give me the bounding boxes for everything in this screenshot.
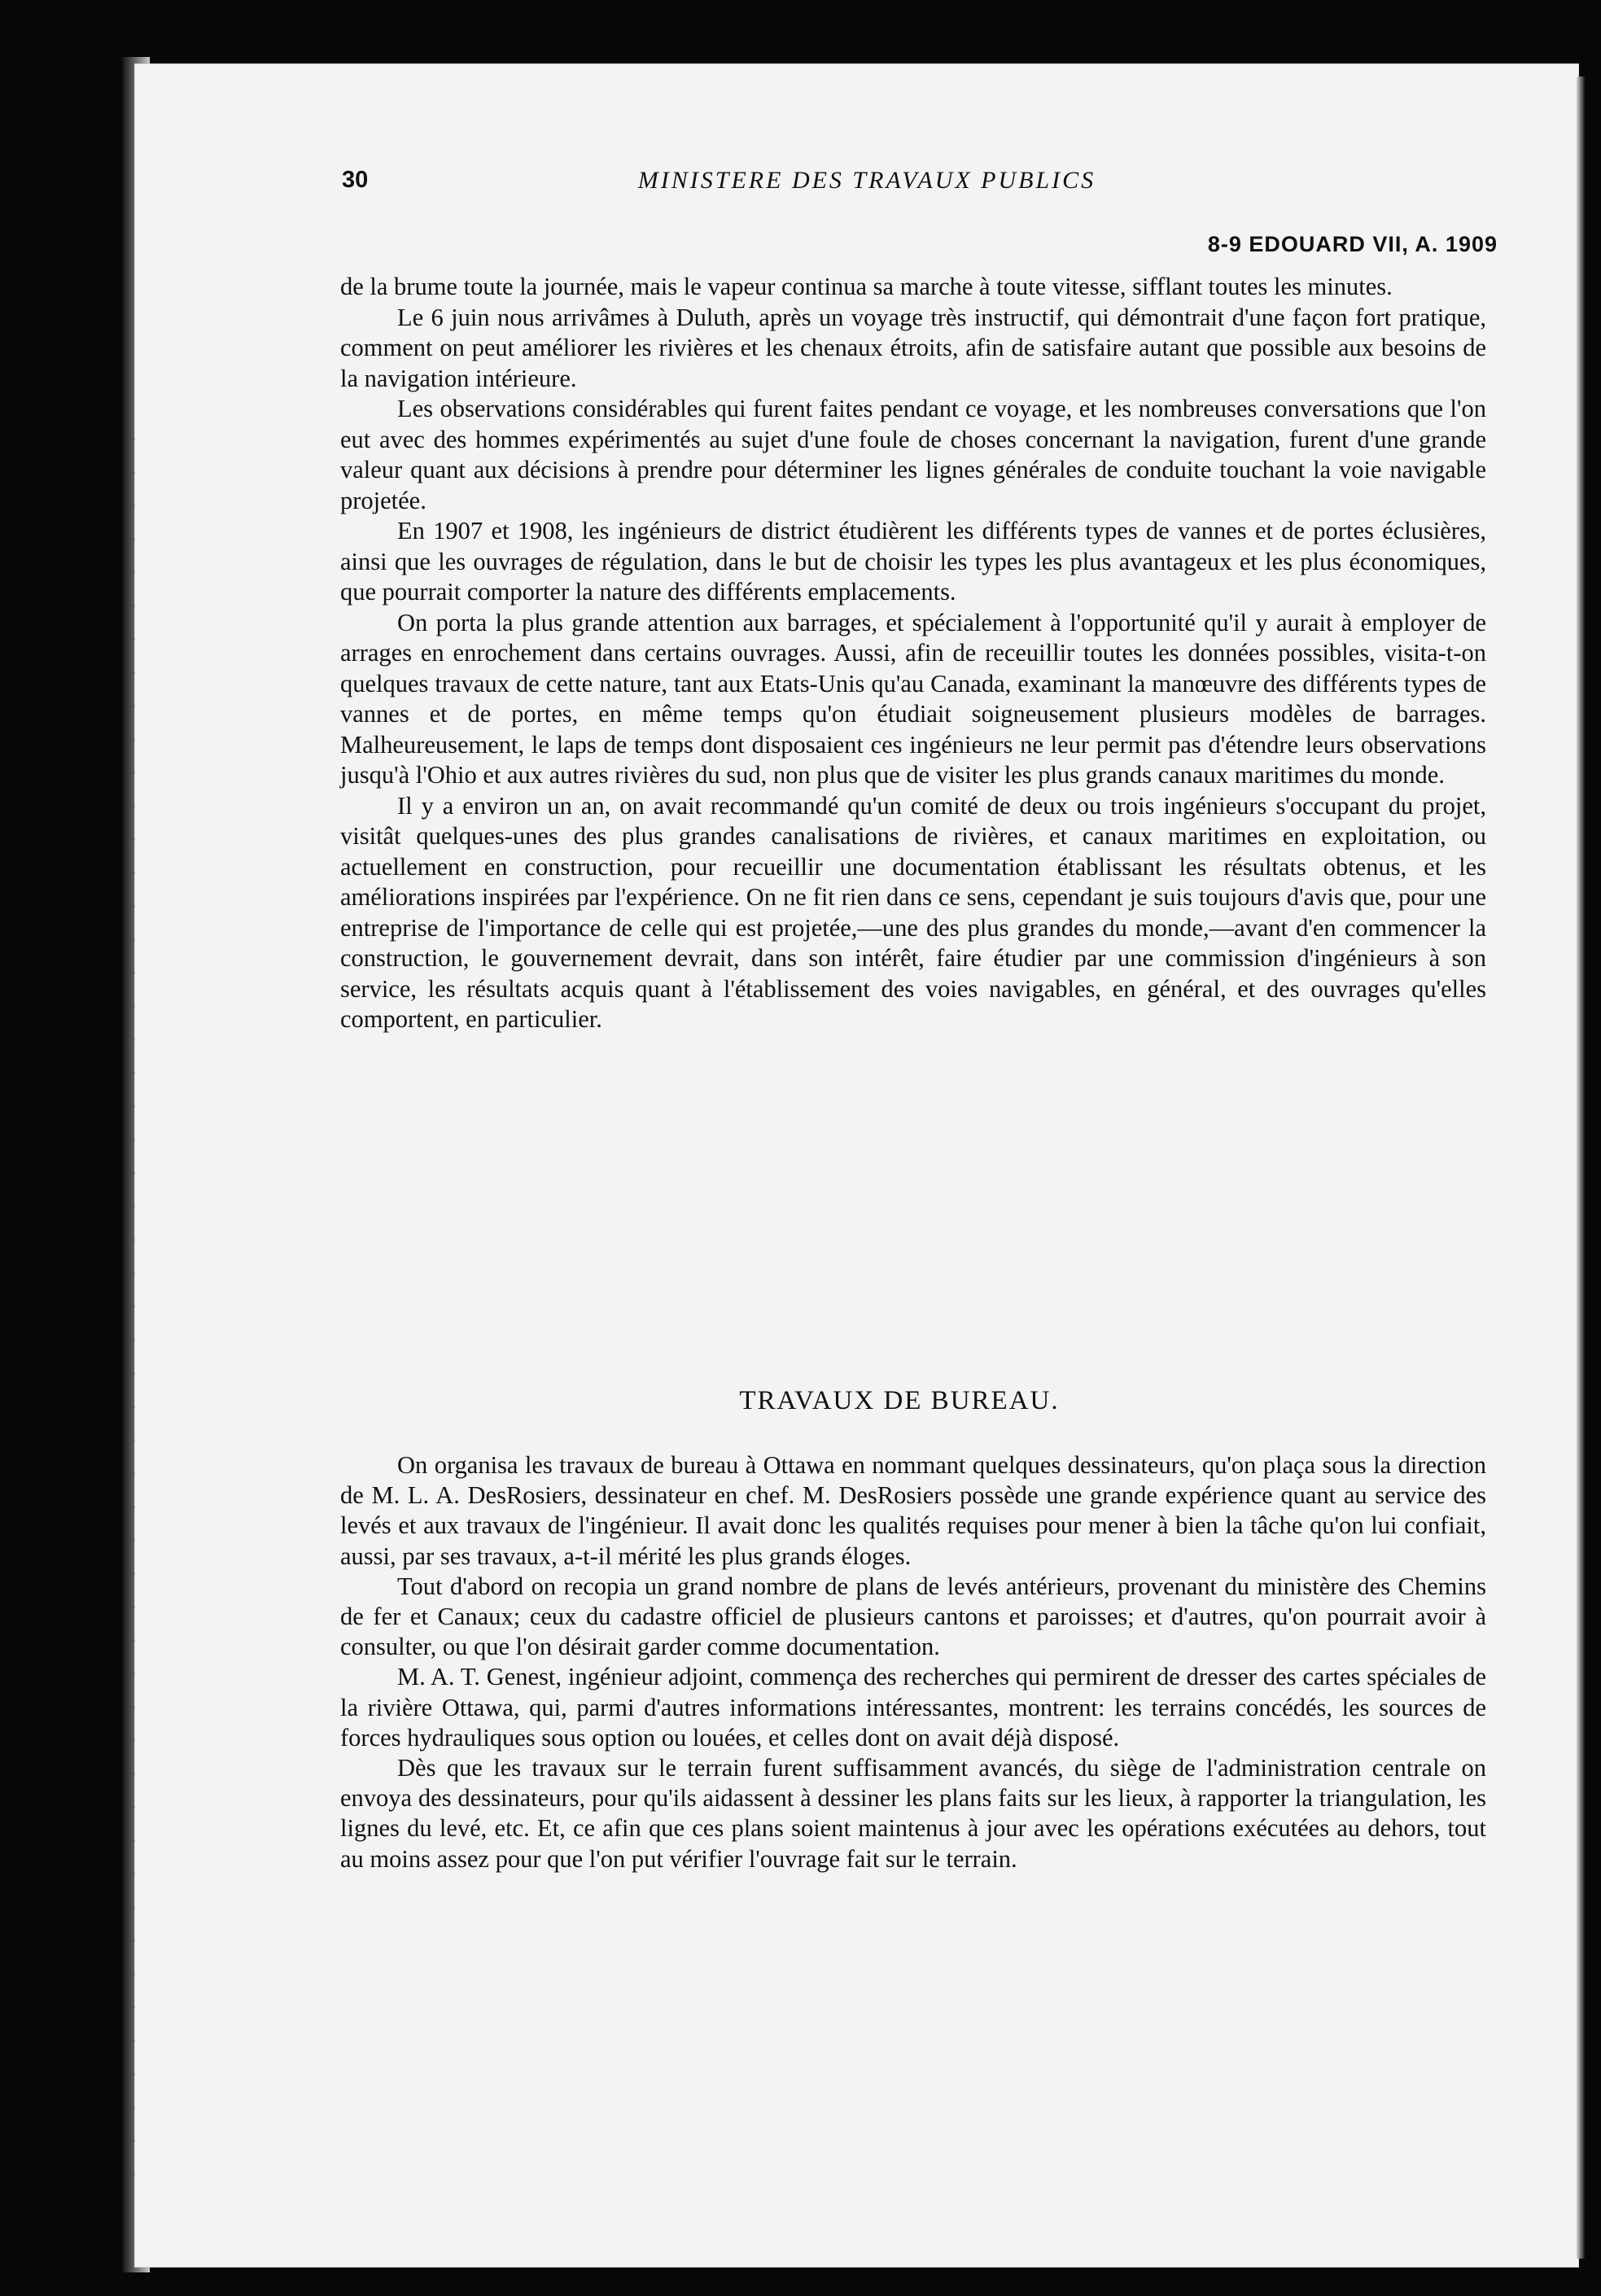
page-number: 30 xyxy=(342,167,369,193)
body-paragraph-5: On porta la plus grande attention aux barrages, et spécialement à l'opportunité qu'il y aurait à employer de arrages en enrochement dans certains ouvrages. Aussi, afin de receuillir toutes les données possibles, visita-t-on quelques travaux de cette nature, tant aux Etats-Unis qu'au Canada, examinant la manœuvre des différents types de vannes et de portes, en même temps qu'on étudiait soigneusement plusieurs modèles de barrages. Malheureusement, le laps de temps dont disposaient ces ingénieurs ne leur permit pas d'étendre leurs observations jusqu'à l'Ohio et aux autres rivières du sud, non plus que de visiter les plus grands canaux maritimes du monde. xyxy=(340,608,1486,789)
body-paragraph-4: En 1907 et 1908, les ingénieurs de district étudièrent les différents types de vannes et de portes éclusières, ainsi que les ouvrages de régulation, dans le but de choisir les types les plus avantageux et les plus économiques, que pourrait comporter la nature des différents emplacements. xyxy=(340,517,1486,606)
section-paragraph-2: Tout d'abord on recopia un grand nombre de plans de levés antérieurs, provenant du ministère des Chemins de fer et Canaux; ceux du cadastre officiel de plusieurs cantons et paroisses; et d'autres, qu'on pourrait avoir à consulter, ou que l'on désirait garder comme documentation. xyxy=(340,1572,1486,1661)
main-body-text xyxy=(340,272,1486,1035)
section-paragraph-4: Dès que les travaux sur le terrain furent suffisamment avancés, du siège de l'administration centrale on envoya des dessinateurs, pour qu'ils aidassent à dessiner les plans faits sur les lieux, à rapporter la triangulation, les lignes du levé, etc. Et, ce afin que ces plans soient maintenus à jour avec les opérations exécutées au dehors, tout au moins assez pour que l'on put vérifier l'ouvrage fait sur le terrain. xyxy=(340,1754,1486,1873)
session-marker: 8-9 EDOUARD VII, A. 1909 xyxy=(1207,232,1498,256)
page-right-edge xyxy=(1577,77,1585,2259)
running-title: MINISTERE DES TRAVAUX PUBLICS xyxy=(637,167,1096,194)
body-paragraph-1: de la brume toute la journée, mais le vapeur continua sa marche à toute vitesse, sifflant toutes les minutes. xyxy=(340,273,1393,300)
section-paragraph-1: On organisa les travaux de bureau à Ottawa en nommant quelques dessinateurs, qu'on plaça sous la direction de M. L. A. DesRosiers, dessinateur en chef. M. DesRosiers possède une grande expérience quant au service des levés et aux travaux de l'ingénieur. Il avait donc les qualités requises pour mener à bien la tâche qu'on lui confiait, aussi, par ses travaux, a-t-il mérité les plus grands éloges. xyxy=(340,1451,1486,1570)
body-paragraph-2: Le 6 juin nous arrivâmes à Duluth, après un voyage très instructif, qui démontrait d'une façon fort pratique, comment on peut améliorer les rivières et les chenaux étroits, afin de satisfaire autant que possible aux besoins de la navigation intérieure. xyxy=(340,303,1486,392)
section-paragraph-3: M. A. T. Genest, ingénieur adjoint, commença des recherches qui permirent de dresser des cartes spéciales de la rivière Ottawa, qui, parmi d'autres informations intéressantes, montrent: les terrains concédés, les sources de forces hydrauliques sous option ou louées, et celles dont on avait déjà disposé. xyxy=(340,1663,1486,1752)
section-body-text xyxy=(340,1450,1486,1874)
body-paragraph-6: Il y a environ un an, on avait recommandé qu'un comité de deux ou trois ingénieurs s'occupant du projet, visitât quelques-unes des plus grandes canalisations de rivières, et canaux maritimes en exploitation, ou actuellement en construction, pour recueillir une documentation établissant les résultats obtenus, et les améliorations inspirées par l'expérience. On ne fit rien dans ce sens, cependant je suis toujours d'avis que, pour une entreprise de l'importance de celle qui est projetée,—une des plus grandes du monde,—avant d'en commencer la construction, le gouvernement devrait, dans son intérêt, faire étudier par une commission d'ingénieurs à son service, les résultats acquis quant à l'établissement des voies navigables, en général, et des ouvrages qu'elles comportent, en particulier. xyxy=(340,791,1486,1033)
body-paragraph-3: Les observations considérables qui furent faites pendant ce voyage, et les nombreuses conversations que l'on eut avec des hommes expérimentés au sujet d'une foule de choses concernant la navigation, furent d'une grande valeur quant aux décisions à prendre pour déterminer les lignes générales de conduite touchant la voie navigable projetée. xyxy=(340,395,1486,514)
scan-binding-mark xyxy=(130,407,135,2198)
section-heading: TRAVAUX DE BUREAU. xyxy=(739,1386,1060,1415)
